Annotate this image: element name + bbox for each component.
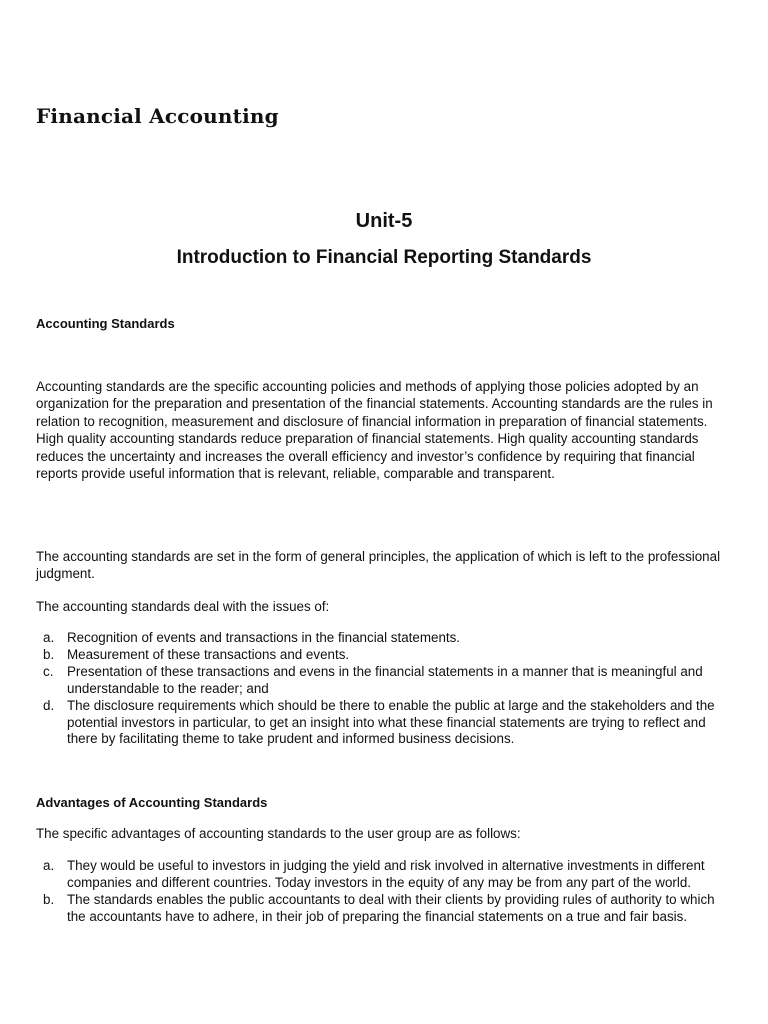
list-item xyxy=(36,630,736,647)
list-item xyxy=(36,664,736,698)
list-item xyxy=(36,698,736,749)
document-header-title: Financial Accounting xyxy=(36,104,279,128)
list-marker: a. xyxy=(43,630,55,645)
list-item-text: Recognition of events and transactions in the financial statements. xyxy=(67,630,461,645)
section-heading-advantages: Advantages of Accounting Standards xyxy=(36,795,268,810)
list-item xyxy=(36,858,736,892)
list-item-text: The disclosure requirements which should be there to enable the public at large and the stakeholders and the potential investors in particular, to get an insight into what these financial statements are trying to reflect and there by facilitating theme to take prudent and informed business decisions. xyxy=(67,697,715,747)
unit-title: Unit-5 xyxy=(355,210,413,232)
section-heading-accounting-standards: Accounting Standards xyxy=(36,316,175,331)
list-marker: c. xyxy=(43,663,54,679)
advantages-list xyxy=(36,858,736,926)
list-marker: d. xyxy=(43,697,55,713)
paragraph-issues-intro: The accounting standards deal with the issues of: xyxy=(36,599,330,614)
list-marker: b. xyxy=(43,891,55,907)
list-item-text: Measurement of these transactions and events. xyxy=(67,646,350,662)
list-item-text: The standards enables the public accountants to deal with their clients by providing rules of authority to which the accountants have to adhere, in their job of preparing the financial statements on a true and fair basis. xyxy=(67,891,715,924)
paragraph-general-principles: The accounting standards are set in the form of general principles, the application of which is left to the professional judgment. xyxy=(36,549,721,582)
list-item-text: Presentation of these transactions and evens in the financial statements in a manner that is meaningful and understandable to the reader; and xyxy=(67,663,703,696)
list-item-text: They would be useful to investors in judging the yield and risk involved in alternative investments in different companies and different countries. Today investors in the equity of any may be from any part of the world. xyxy=(67,858,705,890)
list-marker: b. xyxy=(43,646,55,662)
paragraph-advantages-intro: The specific advantages of accounting standards to the user group are as follows: xyxy=(36,826,521,841)
list-item xyxy=(36,647,736,664)
unit-subtitle: Introduction to Financial Reporting Standards xyxy=(176,247,592,268)
issues-list xyxy=(36,630,736,748)
list-item xyxy=(36,892,736,926)
list-marker: a. xyxy=(43,858,55,873)
paragraph-definition: Accounting standards are the specific accounting policies and methods of applying those policies adopted by an organization for the preparation and presentation of the financial statements. Accounting standards are the rules in relation to recognition, measurement and disclosure of financial information in preparation of financial statements. High quality accounting standards reduce preparation of financial statements. High quality accounting standards reduces the uncertainty and increases the overall efficiency and investor’s confidence by requiring that financial reports provide useful information that is relevant, reliable, comparable and transparent. xyxy=(36,379,713,482)
